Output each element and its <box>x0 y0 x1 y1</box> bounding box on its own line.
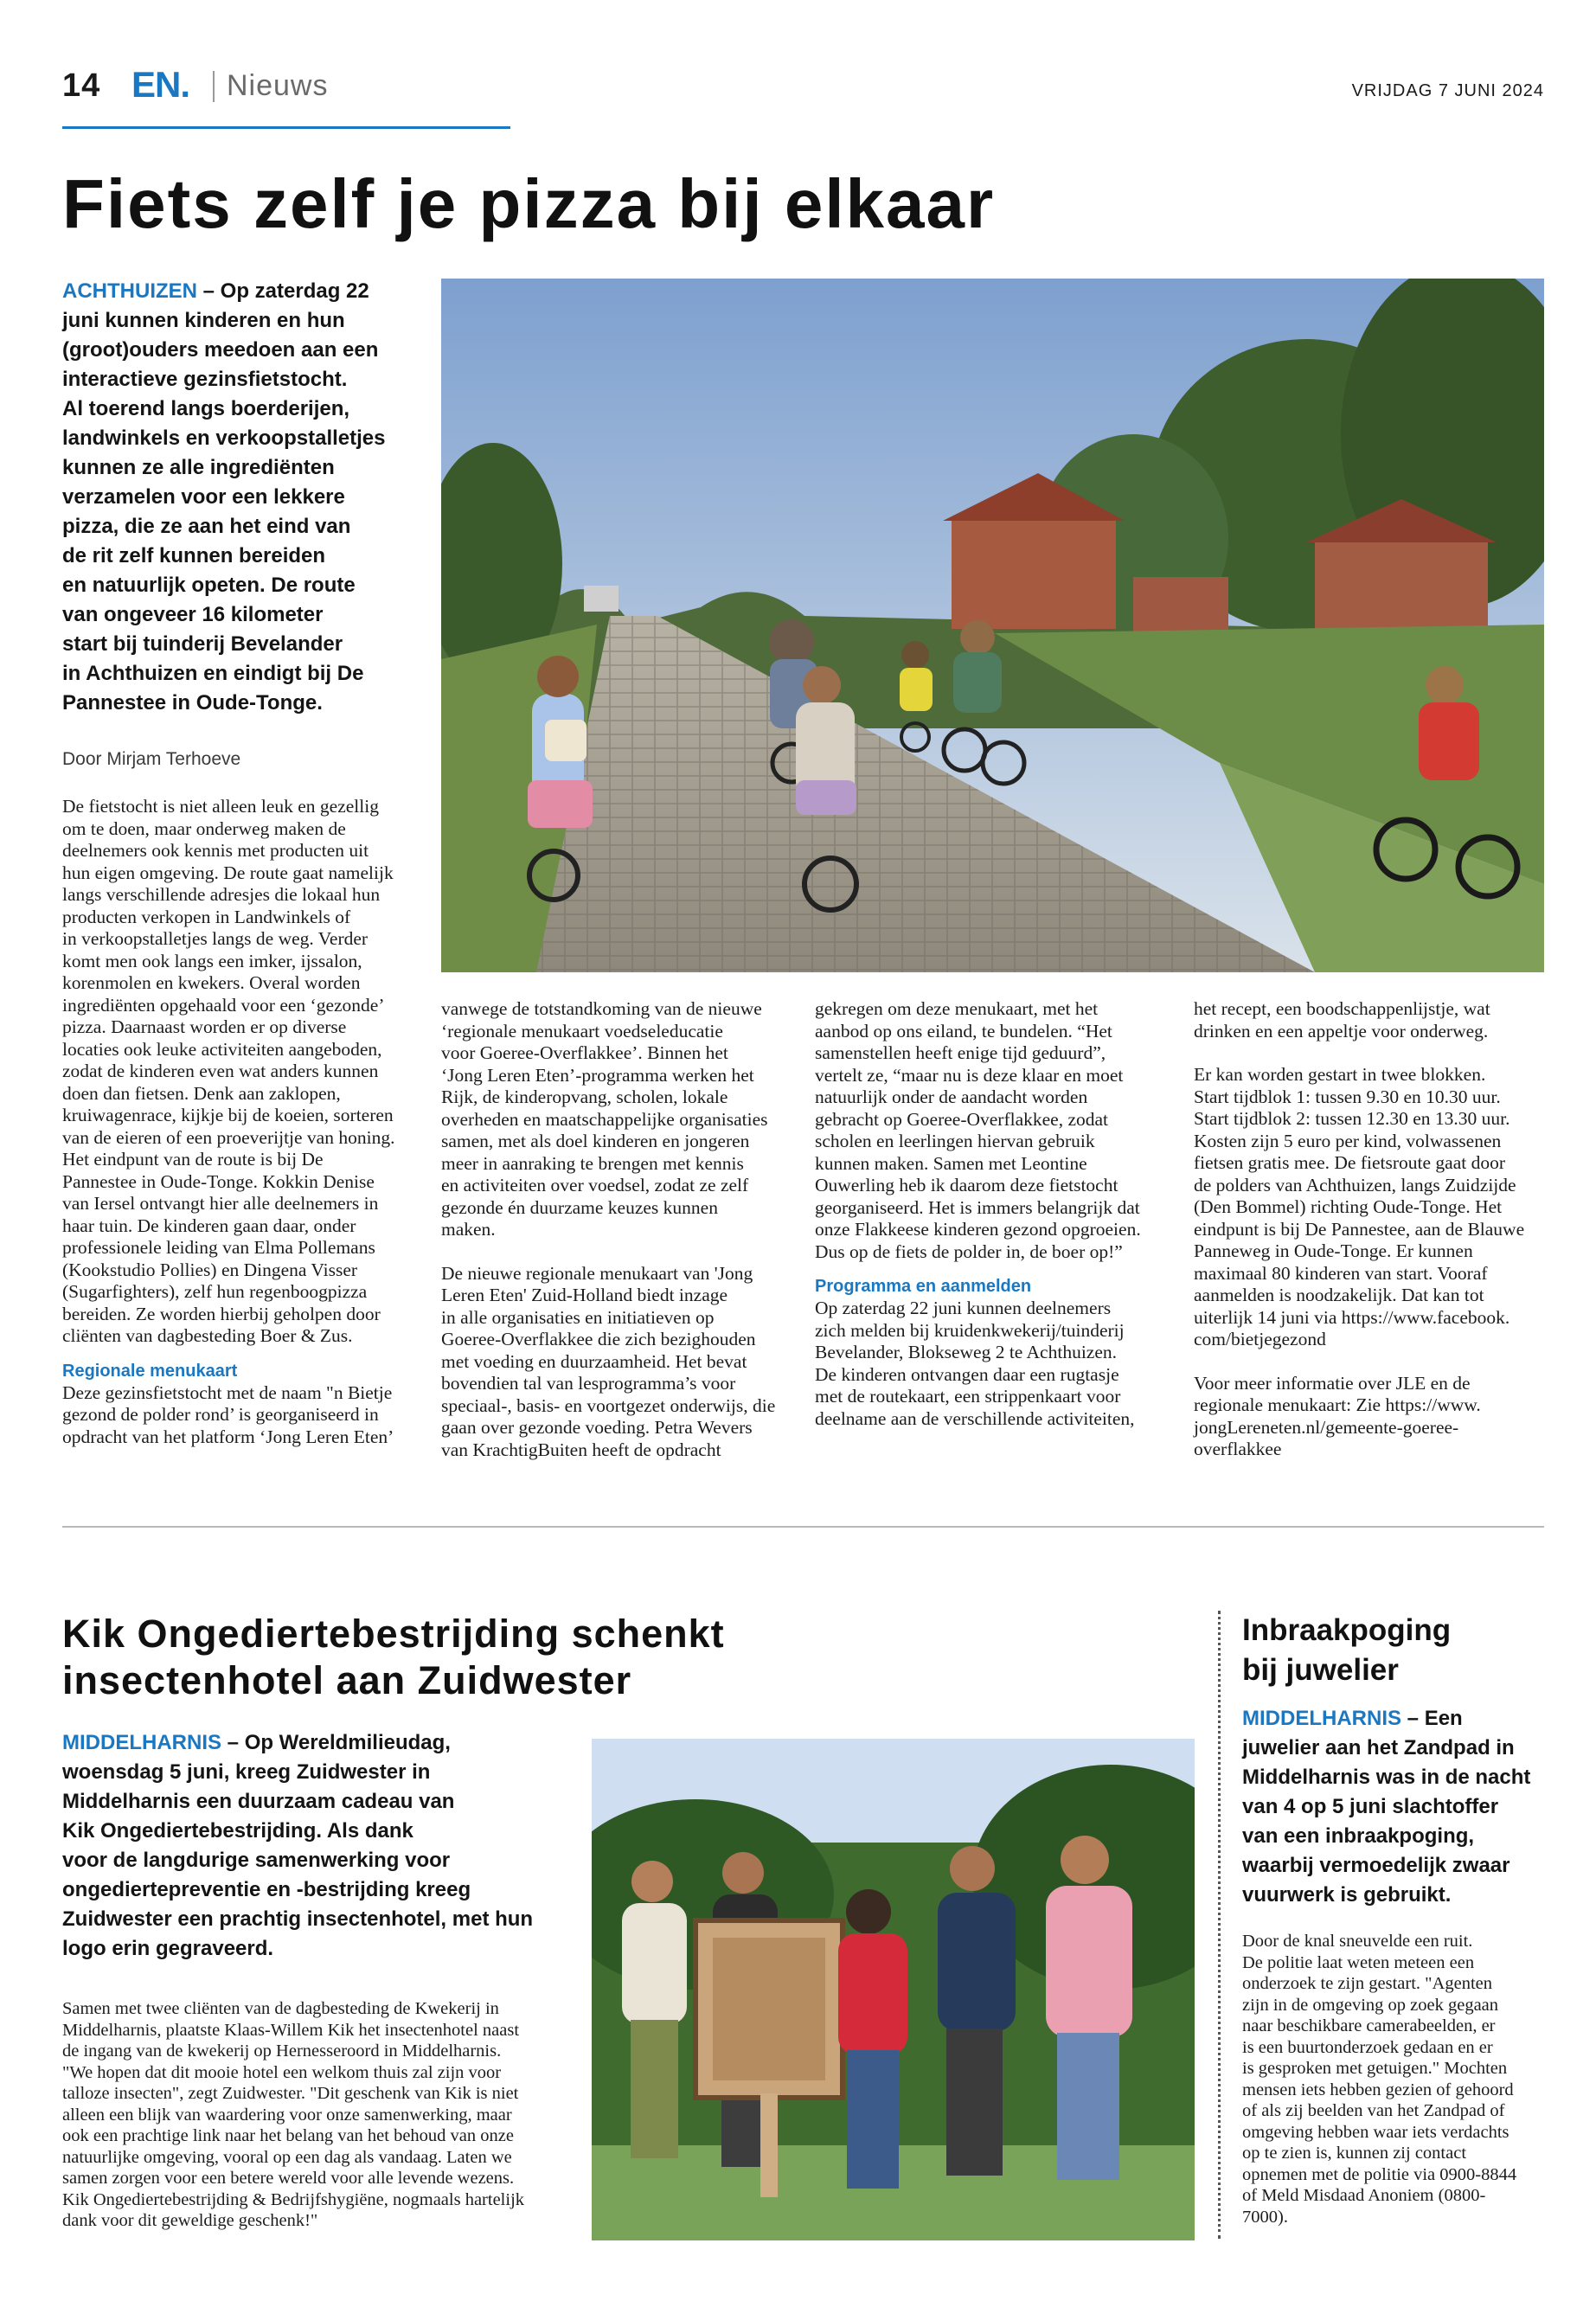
article2-lead-line: logo erin gegraveerd. <box>62 1937 274 1960</box>
article2-headline-line: Kik Ongediertebestrijding schenkt <box>62 1612 725 1656</box>
article1-col4b-line: Er kan worden gestart in twee blokken. <box>1194 1064 1486 1085</box>
article3-headline <box>1242 1611 1451 1690</box>
article1-col1-line: cliënten van dagbesteding Boer & Zus. <box>62 1325 353 1346</box>
paragraph-gap <box>1194 1042 1548 1064</box>
article3-body-line: naar beschikbare camerabeelden, er <box>1242 2016 1496 2035</box>
article3-body-line: Door de knal sneuvelde een ruit. <box>1242 1932 1473 1951</box>
article2-lead-line: Kik Ongediertebestrijding. Als dank <box>62 1819 413 1843</box>
article1-byline: Door Mirjam Terhoeve <box>62 749 241 769</box>
article2-body-line: natuurlijke omgeving, vooral op een dag als vandaag. Laten we <box>62 2147 512 2167</box>
article3-dateline: MIDDELHARNIS <box>1242 1707 1407 1730</box>
article1-col3b-line: Op zaterdag 22 juni kunnen deelnemers <box>815 1298 1112 1318</box>
article1-col2-line: maken. <box>441 1219 496 1240</box>
article3-body-line: omgeving hebben waar iets verdachts <box>1242 2122 1509 2142</box>
article1-col4b-line: Start tijdblok 2: tussen 12.30 en 13.30 uur. <box>1194 1108 1510 1129</box>
article1-col1-line: producten verkopen in Landwinkels of <box>62 906 351 927</box>
article1-col4c-line: overflakkee <box>1194 1439 1282 1459</box>
article1-col3b-line: zich melden bij kruidenkwekerij/tuinderij <box>815 1319 1125 1341</box>
article1-lead-line: Al toerend langs boerderijen, <box>62 397 350 420</box>
article1-col3-line: vertelt ze, “maar nu is deze klaar en moet <box>815 1064 1124 1086</box>
article1-col3-line: Dus op de fiets de polder in, de boer op!” <box>815 1240 1123 1262</box>
article1-col4b-line: Start tijdblok 1: tussen 9.30 en 10.30 uur. <box>1194 1086 1501 1107</box>
insect-hotel-photo <box>592 1739 1195 2240</box>
children-cycling-photo <box>441 279 1544 972</box>
article3-lead-line: juwelier aan het Zandpad in <box>1242 1736 1515 1759</box>
article1-col2-line: meer in aanraking te brengen met kennis <box>441 1152 744 1174</box>
article2-lead-line: Zuidwester een prachtig insectenhotel, met hun <box>62 1907 534 1931</box>
article3-body-line: of Meld Misdaad Anoniem (0800- <box>1242 2186 1486 2205</box>
subhead-regionale-menukaart: Regionale menukaart <box>62 1361 238 1381</box>
article3-headline-line: Inbraakpoging <box>1242 1613 1452 1647</box>
article1-col2-line: Rijk, de kinderopvang, scholen, lokale <box>441 1086 728 1107</box>
article1-col3-line: onze Flakkeese kinderen gezond opgroeien. <box>815 1219 1141 1240</box>
article1-col1-line: (Sugarfighters), zelf hun regenboogpizza <box>62 1281 368 1302</box>
article1-col4 <box>1194 998 1548 1461</box>
article1-col1-line: locaties ook leuke activiteiten aangeboden, <box>62 1038 382 1060</box>
subhead-programma: Programma en aanmelden <box>815 1277 1032 1296</box>
article2-body-line: Middelharnis, plaatste Klaas-Willem Kik het insectenhotel naast <box>62 2020 520 2040</box>
article1-col4c-line: regionale menukaart: Zie https://www. <box>1194 1394 1481 1415</box>
article1-col4b-line: com/bietjegezond <box>1194 1329 1326 1349</box>
article1-col1-line: hun eigen omgeving. De route gaat namelijk <box>62 862 394 883</box>
article2-lead-line: voor de langdurige samenwerking voor <box>62 1849 451 1872</box>
page-number: 14 <box>62 67 101 104</box>
section-divider <box>62 1526 1544 1528</box>
article1-col1-line: pizza. Daarnaast worden er op diverse <box>62 1016 347 1037</box>
article3-lead-line: waarbij vermoedelijk zwaar <box>1242 1854 1510 1877</box>
children-cycling-illustration <box>441 279 1544 972</box>
article2-lead-line: MIDDELHARNIS – Op Wereldmilieudag, <box>62 1731 451 1754</box>
article1-col2-line: en activiteiten over voedsel, zodat ze zelf <box>441 1175 749 1195</box>
paragraph-gap <box>441 1241 796 1263</box>
article3-body-line: zijn in de omgeving op zoek gegaan <box>1242 1995 1499 2015</box>
section-title: Nieuws <box>227 69 329 102</box>
article1-col4b-line: Panneweg in Oude-Tonge. Er kunnen <box>1194 1240 1473 1261</box>
article3-lead-line: van een inbraakpoging, <box>1242 1824 1475 1848</box>
article2-lead-line: woensdag 5 juni, kreeg Zuidwester in <box>62 1760 431 1784</box>
article1-lead-line: (groot)ouders meedoen aan een <box>62 338 379 362</box>
article1-col3b-line: met de routekaart, een strippenkaart voor <box>815 1386 1121 1407</box>
article1-col1-line: ingrediënten opgehaald voor een ‘gezonde’ <box>62 994 385 1016</box>
article3-lead-line: van 4 op 5 juni slachtoffer <box>1242 1795 1499 1818</box>
article1-col3-line: gekregen om deze menukaart, met het <box>815 998 1099 1019</box>
article1-col4b-line: (Den Bommel) richting Oude-Tonge. Het <box>1194 1196 1503 1217</box>
article1-col1-line: van de eieren of een proeverijtje van honing. <box>62 1126 395 1148</box>
article1-col2b-line: speciaal-, basis- en voortgezet onderwijs, die <box>441 1394 776 1416</box>
article1-col4-line: drinken en een appeltje voor onderweg. <box>1194 1020 1489 1042</box>
article1-col3 <box>815 998 1170 1430</box>
header-rule <box>62 126 510 129</box>
article1-col4b-line: de polders van Achthuizen, langs Zuidzijde <box>1194 1174 1516 1195</box>
article1-col1-line: Het eindpunt van de route is bij De <box>62 1149 324 1170</box>
article2-lead-line: ongediertepreventie en -bestrijding kreeg <box>62 1878 471 1901</box>
article1-col1-line: doen dan fietsen. Denk aan zaklopen, <box>62 1082 341 1104</box>
article1-col2-line: voor Goeree-Overflakkee’. Binnen het <box>441 1042 728 1063</box>
article1-lead-line: pizza, die ze aan het eind van <box>62 515 351 538</box>
article1-col2b-line: gaan over gezonde voeding. Petra Wevers <box>441 1417 753 1438</box>
article1-lead-line: in Achthuizen en eindigt bij De <box>62 662 364 685</box>
article1-col1b-line: opdracht van het platform ‘Jong Leren Eten’ <box>62 1426 394 1447</box>
article1-col1-line: van Iersel ontvangt hier alle deelnemers in <box>62 1193 379 1214</box>
article3-body-line: of als zij beelden van het Zandpad of <box>1242 2101 1505 2120</box>
article3-body-line: mensen iets hebben gezien of gehoord <box>1242 2080 1514 2099</box>
article1-col2b-line: Leren Eten' Zuid-Holland biedt inzage <box>441 1285 728 1305</box>
article2-lead <box>62 1728 581 1964</box>
article1-lead-line: kunnen ze alle ingrediënten <box>62 456 335 479</box>
article2-body-line: Kik Ongediertebestrijding & Bedrijfshygiëne, nogmaals hartelijk <box>62 2189 525 2209</box>
article1-col1-line: haar tuin. De kinderen gaan daar, onder <box>62 1215 356 1236</box>
article1-headline: Fiets zelf je pizza bij elkaar <box>62 165 996 242</box>
article1-col1-line: (Kookstudio Pollies) en Dingena Visser <box>62 1259 358 1280</box>
article1-col2b-line: Goeree-Overflakkee die zich bezighouden <box>441 1329 756 1349</box>
article1-col2 <box>441 998 796 1461</box>
article1-col3-line: scholen en leerlingen hiervan gebruik <box>815 1131 1095 1151</box>
newspaper-logo: EN. <box>131 64 190 105</box>
article1-col3-line: georganiseerd. Het is immers belangrijk dat <box>815 1196 1140 1218</box>
article1-col3b-line: deelname aan de verschillende activiteiten, <box>815 1407 1135 1429</box>
article1-lead-line: ACHTHUIZEN – Op zaterdag 22 <box>62 279 369 303</box>
article1-col4b-line: maximaal 80 kinderen van start. Vooraf <box>1194 1262 1488 1284</box>
article1-col2b-line: bovendien tal van lesprogramma’s voor <box>441 1373 736 1394</box>
article2-body-line: alleen een blijk van waardering voor onze samenwerking, maar <box>62 2105 512 2125</box>
article2-headline-line: insectenhotel aan Zuidwester <box>62 1658 632 1702</box>
article1-col3-line: aanbod op ons eiland, te bundelen. “Het <box>815 1020 1112 1042</box>
article3-body <box>1242 1931 1554 2227</box>
article1-col4c-line: Voor meer informatie over JLE en de <box>1194 1372 1471 1394</box>
article1-col3-line: gebracht op Goeree-Overflakkee, zodat <box>815 1108 1109 1130</box>
article3-headline-line: bij juwelier <box>1242 1653 1399 1687</box>
article1-col1-line: korenmolen en kwekers. Overal worden <box>62 972 361 993</box>
article2-body-line: samen zorgen voor een betere wereld voor alle levende wezens. <box>62 2169 515 2188</box>
article1-col2-line: gezonde én duurzame keuzes kunnen <box>441 1196 718 1218</box>
article1-lead <box>62 277 426 718</box>
article1-lead-line: Pannestee in Oude-Tonge. <box>62 691 323 715</box>
article1-col3-line: Ouwerling heb ik daarom deze fietstocht <box>815 1175 1118 1195</box>
article2-lead-line: Middelharnis een duurzaam cadeau van <box>62 1790 455 1813</box>
article2-body-line: ook een prachtige link naar het belang van het behoud van onze <box>62 2126 514 2145</box>
article3-lead-line: MIDDELHARNIS – Een <box>1242 1707 1463 1730</box>
article1-col4-line: het recept, een boodschappenlijstje, wat <box>1194 998 1490 1019</box>
article1-col3-line: samenstellen heeft enige tijd geduurd”, <box>815 1042 1106 1063</box>
article1-col1-line: deelnemers ook kennis met producten uit <box>62 840 369 861</box>
article1-col1-line: bereiden. Ze worden hierbij geholpen door <box>62 1303 381 1324</box>
article1-lead-line: landwinkels en verkoopstalletjes <box>62 426 386 450</box>
article3-body-line: is een buurtonderzoek gedaan en er <box>1242 2037 1493 2057</box>
article1-col4b-line: uiterlijk 14 juni via https://www.facebook. <box>1194 1306 1510 1328</box>
article1-col4c-line: jongLereneten.nl/gemeente-goeree- <box>1194 1416 1459 1438</box>
article1-col1-line: De fietstocht is niet alleen leuk en gezellig <box>62 796 379 817</box>
header-separator <box>213 71 215 102</box>
article3-body-line: onderzoek te zijn gestart. "Agenten <box>1242 1974 1492 1993</box>
article1-lead-line: de rit zelf kunnen bereiden <box>62 544 326 567</box>
article3-body-line: 7000). <box>1242 2207 1288 2227</box>
article2-body-line: de ingang van de kwekerij op Hernesseroord in Middelharnis. <box>62 2041 502 2061</box>
article1-col1-line: komt men ook langs een imker, ijssalon, <box>62 950 362 971</box>
article1-col2-line: ‘Jong Leren Eten’-programma werken het <box>441 1064 754 1086</box>
article2-body-line: dank voor dit geweldige geschenk!" <box>62 2211 318 2230</box>
article1-col4b-line: aanmelden is noodzakelijk. Dat kan tot <box>1194 1285 1484 1305</box>
article1-col1b-line: Deze gezinsfietstocht met de naam "n Bietje <box>62 1381 393 1403</box>
article3-lead-line: Middelharnis was in de nacht <box>1242 1766 1531 1789</box>
article1-col2b-line: in alle organisaties en initiatieven op <box>441 1306 715 1328</box>
article1-col2-line: ‘regionale menukaart voedseleducatie <box>441 1020 723 1042</box>
article1-col1 <box>62 796 426 1448</box>
article1-col1-line: Pannestee in Oude-Tonge. Kokkin Denise <box>62 1170 375 1192</box>
paragraph-gap <box>1194 1351 1548 1373</box>
article2-headline <box>62 1611 725 1704</box>
person-left <box>622 1861 687 2158</box>
article2-body-line: "We hopen dat dit mooie hotel een welkom thuis zal zijn voor <box>62 2062 502 2082</box>
article1-col1-line: in verkoopstalletjes langs de weg. Verder <box>62 928 369 949</box>
article3-body-line: op te zien is, kunnen zij contact <box>1242 2144 1467 2163</box>
issue-date: VRIJDAG 7 JUNI 2024 <box>1351 81 1544 100</box>
article1-col4b-line: Kosten zijn 5 euro per kind, volwassenen <box>1194 1130 1502 1151</box>
article1-col2-line: vanwege de totstandkoming van de nieuwe <box>441 998 762 1019</box>
article1-lead-line: interactieve gezinsfietstocht. <box>62 368 348 391</box>
article1-col1-line: kruiwagenrace, kijkje bij de koeien, sorteren <box>62 1105 394 1125</box>
article1-col3b-line: De kinderen ontvangen daar een rugtasje <box>815 1363 1119 1385</box>
article1-col1-line: langs verschillende adresjes die lokaal hun <box>62 884 381 905</box>
article1-dateline: ACHTHUIZEN <box>62 279 203 303</box>
article3-body-line: opnemen met de politie via 0900-8844 <box>1242 2164 1517 2184</box>
article1-col1b-line: gezond de polder rond’ is georganiseerd in <box>62 1404 379 1425</box>
article1-col3-line: natuurlijk onder de aandacht worden <box>815 1086 1088 1107</box>
article1-col1-line: professionele leiding van Elma Pollemans <box>62 1237 375 1258</box>
article1-lead-line: start bij tuinderij Bevelander <box>62 632 343 656</box>
article2-body <box>62 1998 581 2232</box>
article1-col2-line: overheden en maatschappelijke organisaties <box>441 1108 768 1130</box>
article1-col4b-line: eindpunt is bij De Pannestee, aan de Blauwe <box>1194 1218 1525 1240</box>
article1-col3b-line: Bevelander, Blokseweg 2 te Achthuizen. <box>815 1342 1118 1362</box>
article1-col1-line: zodat de kinderen even wat anders kunnen <box>62 1061 379 1081</box>
article1-lead-line: verzamelen voor een lekkere <box>62 485 345 509</box>
article3-lead-line: vuurwerk is gebruikt. <box>1242 1883 1452 1907</box>
article3-body-line: De politie laat weten meteen een <box>1242 1952 1475 1972</box>
article1-lead-line: van ongeveer 16 kilometer <box>62 603 324 626</box>
article2-body-line: Samen met twee cliënten van de dagbesteding de Kwekerij in <box>62 1999 499 2018</box>
article1-col4b-line: fietsen gratis mee. De fietsroute gaat door <box>1194 1152 1505 1173</box>
article1-col3-line: kunnen maken. Samen met Leontine <box>815 1152 1087 1174</box>
article1-col2-line: samen, met als doel kinderen en jongeren <box>441 1131 750 1151</box>
article1-col2b-line: De nieuwe regionale menukaart van 'Jong <box>441 1262 753 1284</box>
column-divider-dotted <box>1218 1611 1221 2239</box>
article1-col2b-line: van KrachtigBuiten heeft de opdracht <box>441 1439 721 1460</box>
article1-col2b-line: met voeding en duurzaamheid. Het bevat <box>441 1350 747 1372</box>
article2-dateline: MIDDELHARNIS <box>62 1731 228 1754</box>
insect-hotel-illustration <box>592 1739 1195 2240</box>
article3-body-line: is gesproken met getuigen." Mochten <box>1242 2059 1508 2078</box>
article1-col1-line: om te doen, maar onderweg maken de <box>62 817 346 839</box>
article3-lead <box>1242 1704 1554 1910</box>
article2-body-line: talloze insecten", zegt Zuidwester. "Dit geschenk van Kik is niet <box>62 2084 519 2103</box>
article1-lead-line: en natuurlijk opeten. De route <box>62 574 356 597</box>
article1-lead-line: juni kunnen kinderen en hun <box>62 309 345 332</box>
